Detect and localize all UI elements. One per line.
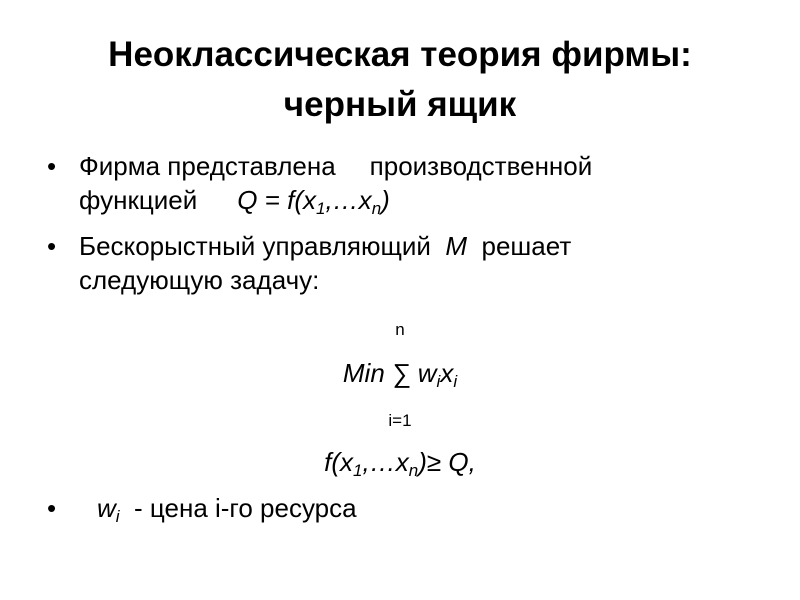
bullet-marker: • (47, 231, 57, 261)
bullet-text (79, 229, 707, 297)
bullet-text-part: Фирма представлена (79, 151, 336, 181)
bullet-text-part: - цена i-го ресурса (134, 493, 357, 523)
bullet-text (97, 491, 707, 525)
price-variable: $w_i$ (97, 493, 120, 526)
bullet-marker: • (47, 493, 57, 523)
bullet-text-part: функцией (79, 185, 198, 215)
bullet-text-part: решает (481, 231, 572, 261)
bullet-marker: • (47, 151, 57, 181)
sum-lower-limit: i=1 (388, 411, 412, 430)
slide-title (0, 30, 800, 130)
production-function-formula: $Q = f(x_1,\dots x_n)$ (237, 185, 390, 218)
objective-function: Min ∑ $w_ix_i$ (342, 358, 458, 391)
title-line-1: Неоклассическая теория фирмы: (108, 35, 692, 74)
bullet-text-part: производственной (369, 151, 593, 181)
sum-upper-limit: n (395, 320, 405, 339)
bullet-text-part: следующую задачу: (79, 265, 320, 295)
bullet-text (79, 149, 707, 217)
bullet-resource-price (47, 491, 707, 525)
bullet-manager (47, 229, 707, 297)
title-line-2: черный ящик (283, 85, 517, 124)
bullet-production-function (47, 149, 707, 217)
bullet-text-part: Бескорыстный управляющий (79, 231, 431, 261)
manager-variable: M (445, 231, 468, 261)
constraint: $f(x_1,\dots x_n)\ge Q$, (324, 447, 476, 480)
